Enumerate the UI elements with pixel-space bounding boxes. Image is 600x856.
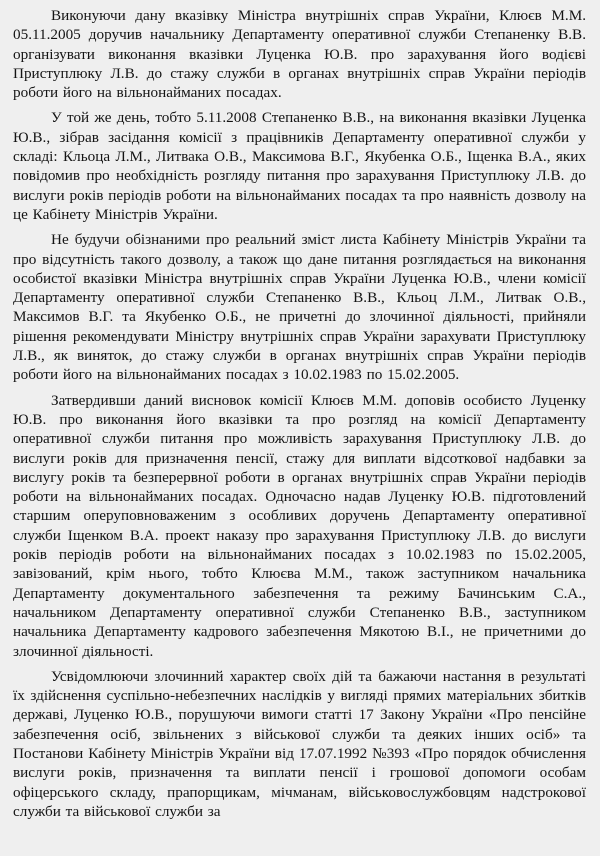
paragraph-2: У той же день, тобто 5.11.2008 Степаненко В.В., на виконання вказівки Луценка Ю.В., зібрав засідання комісії з працівників Департаменту оперативної служби у складі: Кльоца Л.М., Литвака О.В., Максимова В.Г., Якубенка О.Б., Іщенка В.А., яких повідомив про необхідність розгляду питання про зарахування Приступлюку Л.В. до вислуги років періодів роботи на вільнонайманих посадах та про наявність дозволу на це Кабінету Міністрів України. [13, 109, 586, 223]
paragraph-4: Затвердивши даний висновок комісії Клюєв М.М. доповів особисто Луценку Ю.В. про виконання його вказівки та про розгляд на комісії Департаменту оперативної служби питання про можливість зарахування Приступлюку Л.В. до вислуги років для призначення пенсії, стажу для виплати відсоткової надбавки за вислугу років та безперервної роботи в органах внутрішніх справ України періодів роботи на вільнонайманих посадах. Одночасно надав Луценку Ю.В. підготовлений старшим оперуповноваженим з особливих доручень Департаменту оперативної служби Іщенком В.А. проект наказу про зарахування Приступлюку Л.В. до вислуги років періодів роботи на вільнонайманих посадах з 10.02.1983 по 15.02.2005, завізований, крім нього, тобто Клюєва М.М., також заступником начальника Департаменту документального забезпечення та режиму Бачинським С.А., начальником Департаменту оперативної служби Степаненко В.В., заступником начальника Департаменту кадрового забезпечення Мякотою В.І., не причетними до злочинної діяльності. [13, 391, 586, 660]
paragraph-3: Не будучи обізнаними про реальний зміст листа Кабінету Міністрів України та про відсутність такого дозволу, а також що дане питання розглядається на виконання особистої вказівки Міністра внутрішніх справ України Луценка Ю.В., члени комісії Департаменту оперативної служби Степаненко В.В., Кльоц Л.М., Литвак О.В., Максимов В.Г. та Якубенко О.Б., не причетні до злочинної діяльності, прийняли рішення рекомендувати Міністру внутрішніх справ України зарахувати Приступлюку Л.В., як виняток, до стажу служби в органах внутрішніх справ України періодів роботи його на вільнонайманих посадах з 10.02.1983 по 15.02.2005. [13, 231, 586, 384]
paragraph-1: Виконуючи дану вказівку Міністра внутрішніх справ України, Клюєв М.М. 05.11.2005 доручив начальнику Департаменту оперативної служби Степаненку В.В. організувати виконання вказівки Луценка Ю.В. про зарахування його водієві Приступлюку Л.В. до стажу служби в органах внутрішніх справ України періодів роботи його на вільнонайманих посадах. [13, 7, 586, 102]
paragraph-5: Усвідомлюючи злочинний характер своїх дій та бажаючи настання в результаті їх здійснення суспільно-небезпечних наслідків у вигляді прямих матеріальних збитків державі, Луценко Ю.В., порушуючи вимоги статті 17 Закону України «Про пенсійне забезпечення осіб, звільнених з військової служби та деяких інших осіб» та Постанови Кабінету Міністрів України від 17.07.1992 №393 «Про порядок обчислення вислуги років, призначення та виплати пенсії і грошової допомоги особам офіцерського складу, прапорщикам, мічманам, військовослужбовцям надстрокової служби та військової служби за [13, 667, 586, 820]
